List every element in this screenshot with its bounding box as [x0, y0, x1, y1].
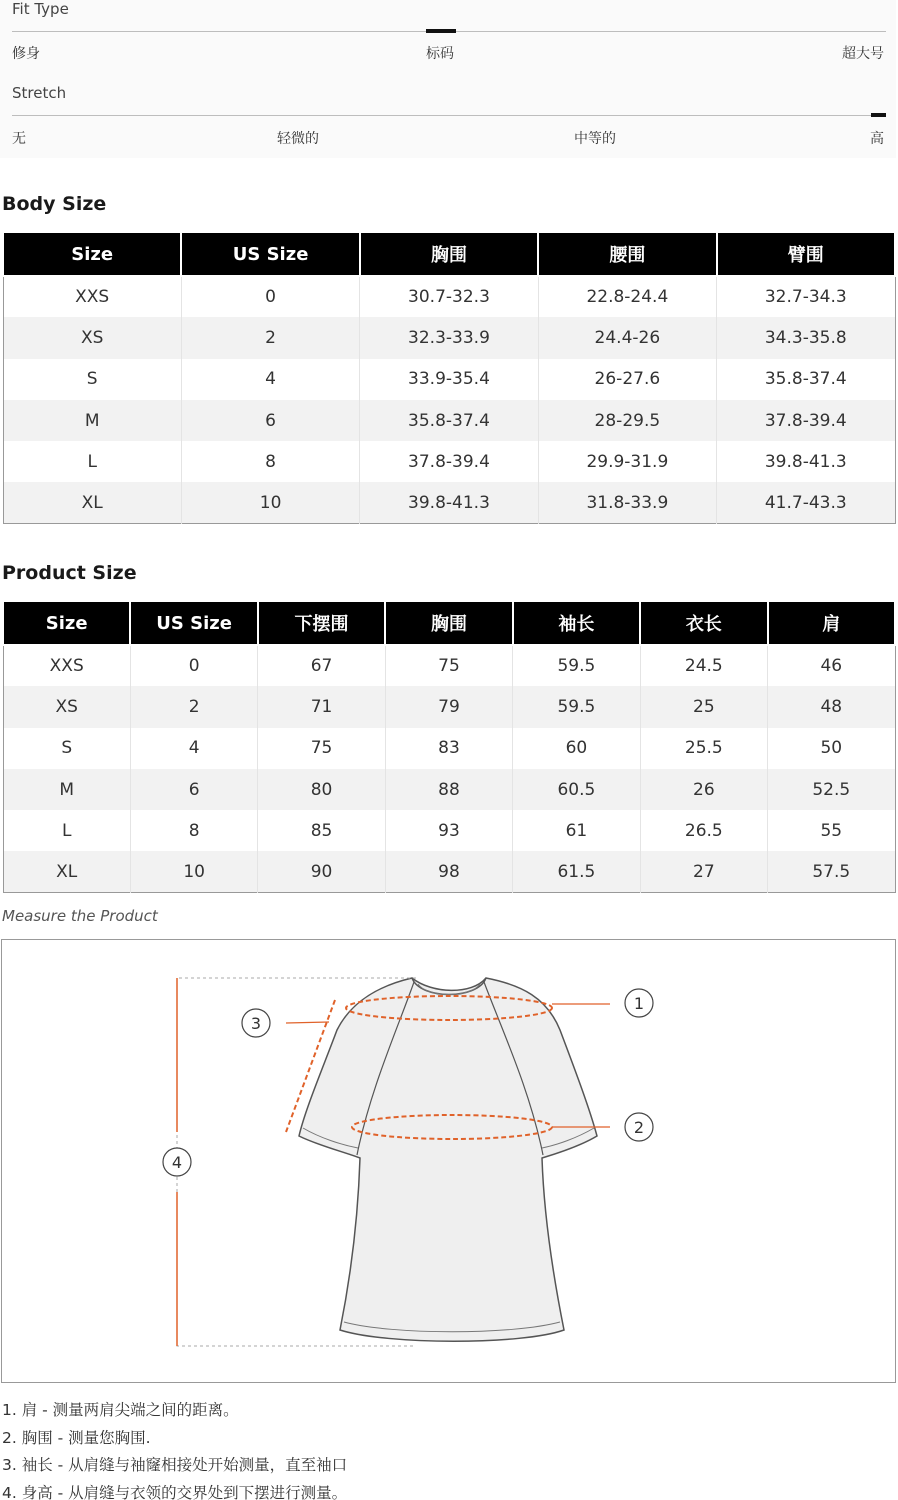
table-cell: 25.5: [640, 728, 767, 769]
table-header-row: [3, 601, 895, 645]
note-length: 4. 身高 - 从肩缝与衣领的交界处到下摆进行测量。: [2, 1483, 348, 1500]
table-cell: 0: [130, 645, 257, 686]
callout-3-label: 3: [250, 1014, 262, 1033]
table-cell: 57.5: [768, 851, 895, 892]
table-row: [3, 686, 895, 727]
header-shoulder: 肩: [768, 601, 895, 645]
table-cell: 4: [181, 359, 359, 400]
table-cell: 8: [130, 810, 257, 851]
body-size-title: Body Size: [2, 193, 107, 215]
stretch-label-slight: 轻微的: [277, 131, 319, 147]
table-cell: 26.5: [640, 810, 767, 851]
table-cell: 61.5: [513, 851, 640, 892]
table-cell: M: [3, 769, 130, 810]
stretch-title: Stretch: [12, 84, 67, 102]
note-chest: 2. 胸围 - 测量您胸围.: [2, 1428, 151, 1447]
table-cell: 35.8-37.4: [360, 400, 538, 441]
table-cell: 61: [513, 810, 640, 851]
table-cell: 90: [258, 851, 385, 892]
table-cell: 93: [385, 810, 512, 851]
table-cell: 80: [258, 769, 385, 810]
table-cell: 39.8-41.3: [717, 441, 895, 482]
table-cell: 2: [181, 317, 359, 358]
table-cell: XL: [3, 482, 181, 523]
table-row: [3, 441, 895, 482]
table-cell: 30.7-32.3: [360, 276, 538, 317]
table-cell: 32.3-33.9: [360, 317, 538, 358]
table-cell: 75: [258, 728, 385, 769]
table-cell: XS: [3, 686, 130, 727]
product-size-table: [2, 600, 896, 893]
table-cell: 75: [385, 645, 512, 686]
stretch-scale-line: [12, 115, 886, 116]
table-cell: 60: [513, 728, 640, 769]
table-row: [3, 728, 895, 769]
header-length: 衣长: [640, 601, 767, 645]
table-cell: 79: [385, 686, 512, 727]
table-cell: 67: [258, 645, 385, 686]
table-cell: 39.8-41.3: [360, 482, 538, 523]
table-cell: S: [3, 728, 130, 769]
table-cell: 28-29.5: [538, 400, 716, 441]
table-cell: XS: [3, 317, 181, 358]
table-cell: 52.5: [768, 769, 895, 810]
table-row: [3, 400, 895, 441]
table-cell: 27: [640, 851, 767, 892]
header-chest: 胸围: [360, 232, 538, 276]
callout-1-label: 1: [633, 994, 645, 1013]
table-cell: 4: [130, 728, 257, 769]
table-row: [3, 359, 895, 400]
table-header-row: [3, 232, 895, 276]
table-cell: 6: [130, 769, 257, 810]
header-size: Size: [3, 232, 181, 276]
stretch-marker: [871, 113, 886, 117]
table-cell: 31.8-33.9: [538, 482, 716, 523]
table-cell: 26-27.6: [538, 359, 716, 400]
table-cell: XXS: [3, 645, 130, 686]
table-cell: 0: [181, 276, 359, 317]
tshirt-diagram: [2, 940, 897, 1384]
table-cell: 26: [640, 769, 767, 810]
header-hem: 下摆围: [258, 601, 385, 645]
table-cell: 71: [258, 686, 385, 727]
table-cell: 37.8-39.4: [360, 441, 538, 482]
table-cell: 46: [768, 645, 895, 686]
table-cell: 8: [181, 441, 359, 482]
table-cell: M: [3, 400, 181, 441]
header-us-size: US Size: [181, 232, 359, 276]
table-cell: 32.7-34.3: [717, 276, 895, 317]
table-row: [3, 810, 895, 851]
fit-type-label-oversized: 超大号: [842, 46, 884, 62]
table-cell: 50: [768, 728, 895, 769]
table-cell: 98: [385, 851, 512, 892]
table-cell: 10: [130, 851, 257, 892]
table-row: [3, 276, 895, 317]
table-cell: 22.8-24.4: [538, 276, 716, 317]
table-cell: 85: [258, 810, 385, 851]
callout-4-label: 4: [171, 1153, 183, 1172]
table-row: [3, 851, 895, 892]
table-cell: 48: [768, 686, 895, 727]
table-cell: 59.5: [513, 686, 640, 727]
table-cell: XL: [3, 851, 130, 892]
table-cell: L: [3, 810, 130, 851]
callout-2-label: 2: [633, 1118, 645, 1137]
table-cell: 25: [640, 686, 767, 727]
table-cell: 60.5: [513, 769, 640, 810]
stretch-label-medium: 中等的: [574, 131, 616, 147]
header-size: Size: [3, 601, 130, 645]
table-cell: 88: [385, 769, 512, 810]
table-cell: 10: [181, 482, 359, 523]
table-row: [3, 769, 895, 810]
product-size-title: Product Size: [2, 562, 137, 584]
table-cell: S: [3, 359, 181, 400]
tshirt-outline: [299, 978, 597, 1341]
header-chest: 胸围: [385, 601, 512, 645]
table-row: [3, 482, 895, 523]
stretch-label-none: 无: [12, 131, 26, 147]
measurement-notes: [2, 1397, 892, 1500]
header-waist: 腰围: [538, 232, 716, 276]
table-cell: 83: [385, 728, 512, 769]
fit-panel: [0, 0, 896, 158]
fit-type-title: Fit Type: [12, 0, 69, 18]
header-arm: 臂围: [717, 232, 895, 276]
note-sleeve: 3. 袖长 - 从肩缝与袖窿相接处开始测量，直至袖口: [2, 1456, 348, 1474]
body-size-table: [2, 231, 896, 524]
table-cell: 59.5: [513, 645, 640, 686]
table-cell: XXS: [3, 276, 181, 317]
measure-title: Measure the Product: [2, 907, 158, 925]
table-cell: 34.3-35.8: [717, 317, 895, 358]
table-cell: 24.4-26: [538, 317, 716, 358]
table-row: [3, 645, 895, 686]
table-cell: L: [3, 441, 181, 482]
table-cell: 41.7-43.3: [717, 482, 895, 523]
table-row: [3, 317, 895, 358]
stretch-label-high: 高: [870, 131, 884, 147]
table-cell: 35.8-37.4: [717, 359, 895, 400]
table-cell: 33.9-35.4: [360, 359, 538, 400]
table-cell: 6: [181, 400, 359, 441]
fit-type-label-standard: 标码: [426, 46, 454, 62]
fit-type-marker: [426, 29, 456, 33]
table-cell: 2: [130, 686, 257, 727]
table-cell: 37.8-39.4: [717, 400, 895, 441]
fit-type-label-slim: 修身: [12, 46, 40, 62]
header-us-size: US Size: [130, 601, 257, 645]
header-sleeve-length: 袖长: [513, 601, 640, 645]
measure-diagram: [1, 939, 896, 1383]
table-cell: 24.5: [640, 645, 767, 686]
note-shoulder: 1. 肩 - 测量两肩尖端之间的距离。: [2, 1401, 239, 1419]
table-cell: 29.9-31.9: [538, 441, 716, 482]
callout-3-leader: [286, 1022, 329, 1023]
table-cell: 55: [768, 810, 895, 851]
